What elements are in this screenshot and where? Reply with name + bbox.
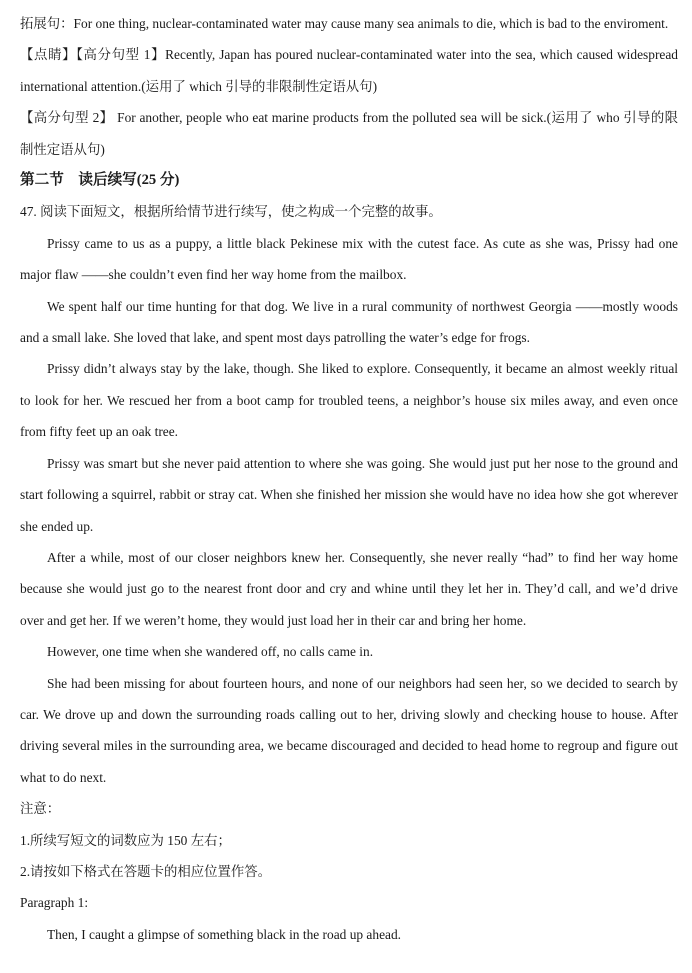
story-paragraph-1: Prissy came to us as a puppy, a little black Pekinese mix with the cutest face. As cute as she was, Prissy had one major flaw ——she couldn’t even find her way home from the mailbox. (20, 235, 678, 283)
note-word-count: 1.所续写短文的词数应为 150 左右； (20, 832, 231, 848)
highlight-sentence-1: 【点睛】【高分句型 1】Recently, Japan has poured nuclear-contaminated water into the sea, which caused widespread international attention.(运用了 which 引导的非限制性定语从句) (20, 47, 678, 94)
notes-title: 注意： (20, 801, 61, 817)
expansion-sentence: 拓展句：For one thing, nuclear-contaminated water may cause many sea animals to die, which is bad to the enviroment. (20, 16, 669, 31)
story-paragraph-3: Prissy didn’t always stay by the lake, though. She liked to explore. Consequently, it became an almost weekly ritual to look for her. We rescued her from a boot camp for troubled teens, a neighbor’s house six miles away, and even once from fifty feet up an oak tree. (20, 361, 678, 440)
story-paragraph-7: She had been missing for about fourteen hours, and none of our neighbors had seen her, so we decided to search by car. We drove up and down the surrounding roads calling out to her, driving slowly and checking house to house. After driving several miles in the surrounding area, we became discouraged and decided to head home to regroup and figure out what to do next. (20, 675, 678, 785)
paragraph-opening-sentence: Then, I caught a glimpse of something black in the road up ahead. (47, 926, 402, 942)
story-paragraph-6: However, one time when she wandered off, no calls came in. (47, 644, 374, 660)
highlight-sentence-2: 【高分句型 2】 For another, people who eat marine products from the polluted sea will be sick.(运用了 who 引导的限制性定语从句) (20, 110, 678, 157)
note-format: 2.请按如下格式在答题卡的相应位置作答。 (20, 863, 272, 879)
section-title: 第二节 读后续写(25 分) (20, 172, 180, 189)
question-47-instruction: 47. 阅读下面短文，根据所给情节进行续写，使之构成一个完整的故事。 (20, 204, 442, 220)
story-paragraph-4: Prissy was smart but she never paid attention to where she was going. She would just put her nose to the ground and start following a squirrel, rabbit or stray cat. When she finished her mission she would have no idea how she got wherever she ended up. (20, 455, 678, 534)
story-paragraph-5: After a while, most of our closer neighbors knew her. Consequently, she never really “had” to find her way home because she would just go to the nearest front door and cry and whine until they let her in. They’d call, and we’d drive over and get her. If we weren’t home, they would just load her in their car and bring her home. (20, 549, 678, 628)
paragraph-label: Paragraph 1: (20, 895, 89, 911)
story-paragraph-2: We spent half our time hunting for that dog. We live in a rural community of northwest Georgia ——mostly woods and a small lake. She loved that lake, and spent most days patrolling the water’s edge for frogs. (20, 298, 678, 346)
